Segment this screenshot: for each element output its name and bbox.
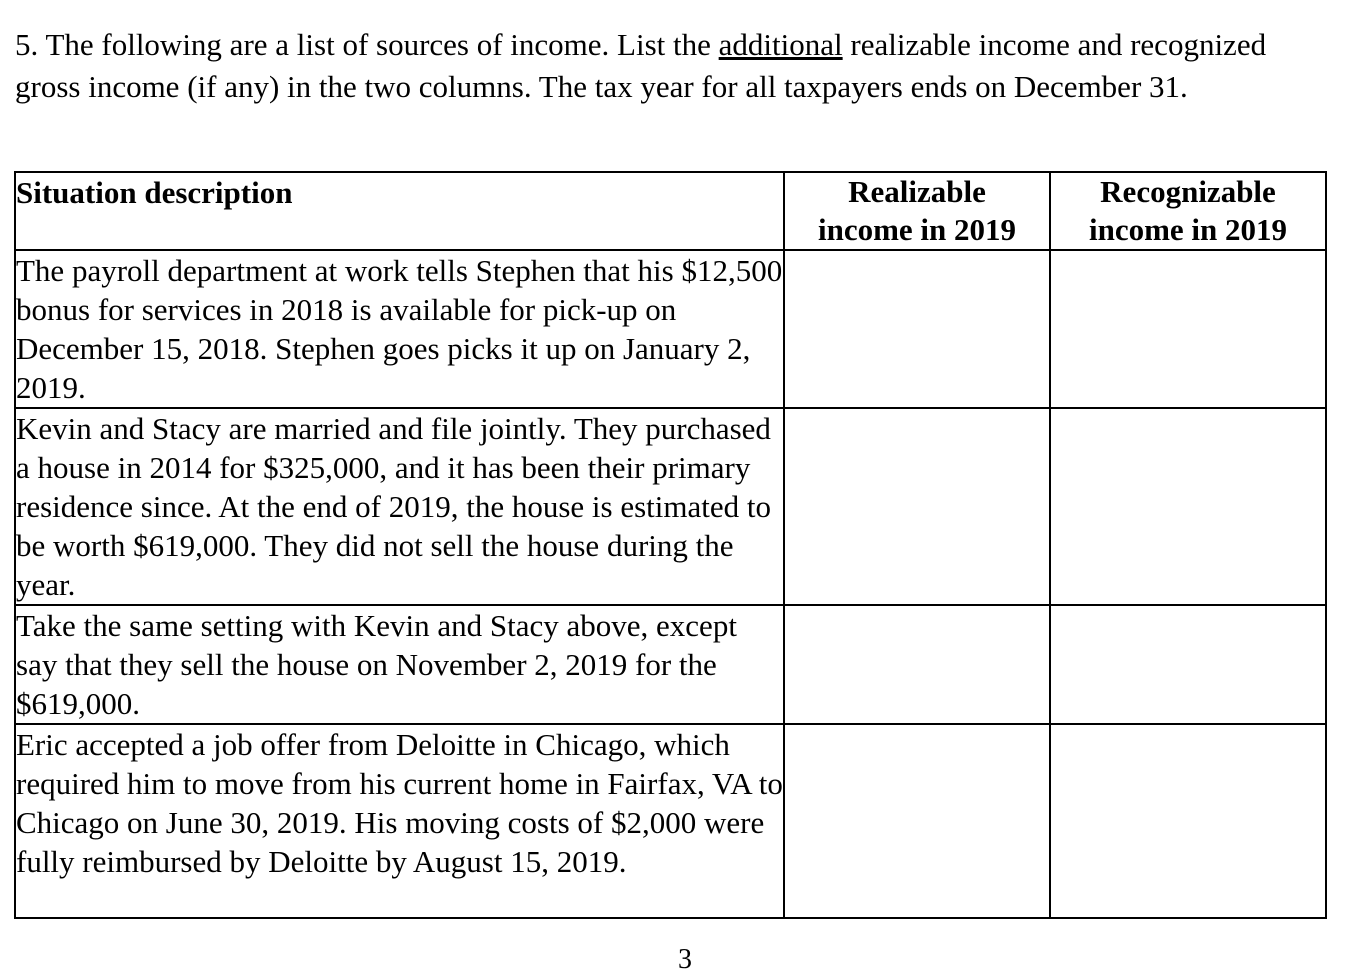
question-underlined-word: additional bbox=[718, 27, 843, 62]
row-situation-description: Eric accepted a job offer from Deloitte in Chicago, which required him to move from his current home in Fairfax, VA to Chicago on June 30, 2019. His moving costs of $2,000 were fully reimbursed by Deloitte by August 15, 2019. bbox=[15, 724, 784, 918]
recognizable-income-cell[interactable] bbox=[1050, 250, 1326, 408]
table-row bbox=[15, 408, 1326, 605]
question-text-end: realizable income and recognized gross income (if any) in the two columns. The tax year for all taxpayers ends on December 31. bbox=[15, 27, 1267, 104]
header-realizable-line2: income in 2019 bbox=[817, 212, 1017, 247]
row-situation-description: The payroll department at work tells Stephen that his $12,500 bonus for services in 2018 is available for pick-up on December 15, 2018. Stephen goes picks it up on January 2, 2019. bbox=[15, 250, 784, 408]
table-row bbox=[15, 605, 1326, 724]
header-recognizable-line1: Recognizable bbox=[1100, 174, 1276, 209]
realizable-income-cell[interactable] bbox=[784, 250, 1050, 408]
header-realizable-income bbox=[784, 172, 1050, 250]
table-row bbox=[15, 250, 1326, 408]
page-number: 3 bbox=[678, 944, 692, 975]
recognizable-income-cell[interactable] bbox=[1050, 724, 1326, 918]
question-text-start: 5. The following are a list of sources of income. List the bbox=[15, 27, 719, 62]
header-recognizable-line2: income in 2019 bbox=[1088, 212, 1288, 247]
realizable-income-cell[interactable] bbox=[784, 724, 1050, 918]
table-row bbox=[15, 724, 1326, 918]
question-text bbox=[15, 24, 1335, 107]
header-recognizable-income bbox=[1050, 172, 1326, 250]
header-realizable-line1: Realizable bbox=[848, 174, 986, 209]
table-header-row bbox=[15, 172, 1326, 250]
row-situation-description: Kevin and Stacy are married and file jointly. They purchased a house in 2014 for $325,000, and it has been their primary residence since. At the end of 2019, the house is estimated to be worth $619,000. They did not sell the house during the year. bbox=[15, 408, 784, 605]
header-situation-description: Situation description bbox=[15, 172, 784, 250]
income-table bbox=[14, 171, 1327, 919]
realizable-income-cell[interactable] bbox=[784, 605, 1050, 724]
row-situation-description: Take the same setting with Kevin and Stacy above, except say that they sell the house on November 2, 2019 for the $619,000. bbox=[15, 605, 784, 724]
recognizable-income-cell[interactable] bbox=[1050, 605, 1326, 724]
recognizable-income-cell[interactable] bbox=[1050, 408, 1326, 605]
realizable-income-cell[interactable] bbox=[784, 408, 1050, 605]
